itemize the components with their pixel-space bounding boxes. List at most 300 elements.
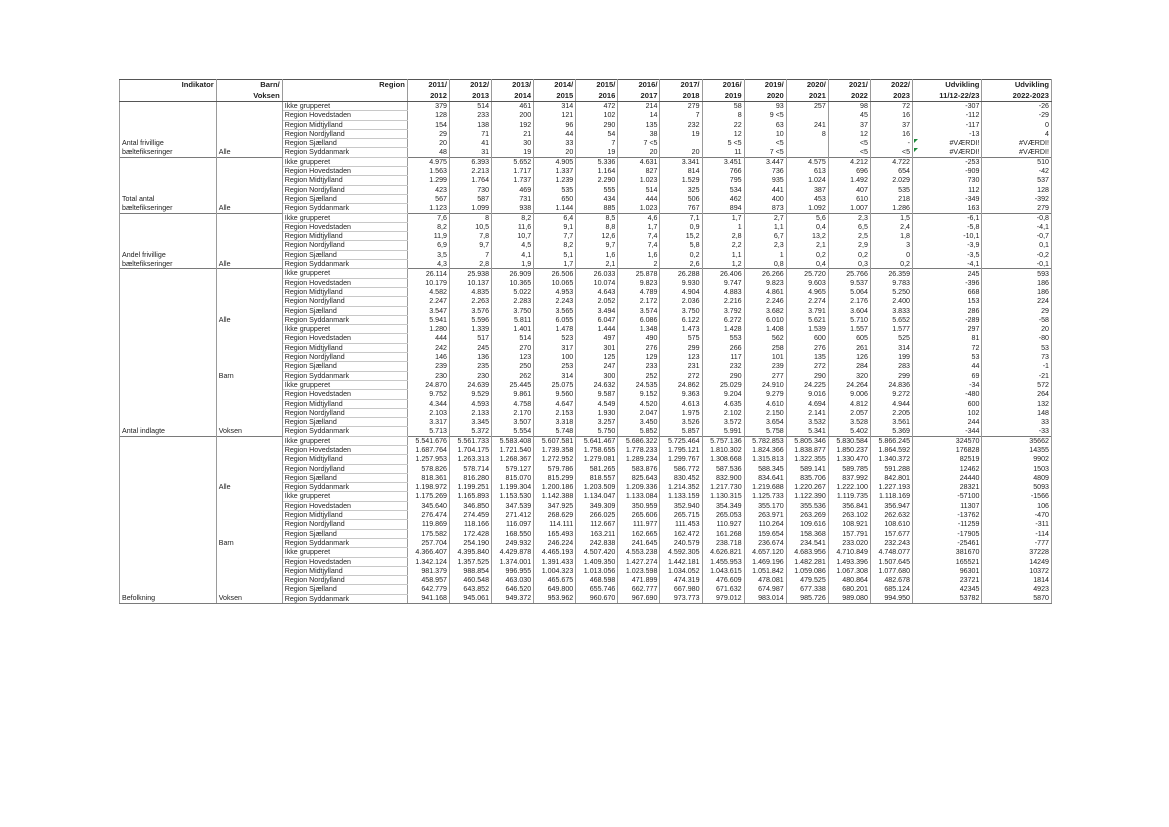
value-cell: 5.713 (407, 427, 449, 436)
indicator-cell (120, 473, 217, 482)
value-cell: 1,7 (702, 213, 744, 222)
value-cell: 6.122 (660, 315, 702, 324)
value-cell: 2.150 (744, 408, 786, 417)
value-cell: 5.686.322 (618, 436, 660, 445)
value-cell: 1.289.234 (618, 455, 660, 464)
value-cell: 2.176 (828, 297, 870, 306)
indicator-cell (120, 380, 217, 389)
value-cell: 9.279 (744, 390, 786, 399)
value-cell: 1.315.813 (744, 455, 786, 464)
value-cell: 1.013.056 (576, 566, 618, 575)
value-cell: 29 (982, 306, 1052, 315)
region-cell: Region Syddanmark (282, 538, 407, 547)
value-cell: 4.657.120 (744, 548, 786, 557)
header-year-bottom: 2022-2023 (982, 91, 1052, 102)
value-cell: 349.309 (576, 501, 618, 510)
value-cell: 186 (982, 287, 1052, 296)
value-cell: 3.561 (870, 418, 912, 427)
value-cell: 5.725.464 (660, 436, 702, 445)
group-cell (216, 576, 282, 585)
value-cell: 230 (407, 371, 449, 380)
value-cell: 1.007 (828, 204, 870, 213)
value-cell: 730 (913, 176, 982, 185)
value-cell: 2 (618, 260, 660, 269)
value-cell: 2.036 (660, 297, 702, 306)
value-cell: 1.975 (660, 408, 702, 417)
value-cell: 9.823 (744, 278, 786, 287)
value-cell: 3.750 (660, 306, 702, 315)
value-cell: 5.782.853 (744, 436, 786, 445)
value-cell: 241.645 (618, 538, 660, 547)
value-cell: 9.560 (534, 390, 576, 399)
value-cell: 1.130.315 (702, 492, 744, 501)
region-cell: Ikke grupperet (282, 157, 407, 166)
value-cell: 14249 (982, 557, 1052, 566)
region-cell: Region Nordjylland (282, 129, 407, 138)
value-cell: 128 (982, 185, 1052, 194)
value-cell: 299 (870, 371, 912, 380)
value-cell: 5.541.676 (407, 436, 449, 445)
region-cell: Ikke grupperet (282, 436, 407, 445)
value-cell: 21 (492, 129, 534, 138)
value-cell: 25.938 (449, 269, 491, 278)
value-cell: 4.465.193 (534, 548, 576, 557)
value-cell: 1.134.047 (576, 492, 618, 501)
value-cell: 1.339 (449, 325, 491, 334)
value-cell: 1.222.100 (828, 483, 870, 492)
table-row (120, 585, 1052, 594)
value-cell: 26.114 (407, 269, 449, 278)
value-cell: 941.168 (407, 594, 449, 603)
value-cell: 157.791 (828, 529, 870, 538)
value-cell: 894 (702, 204, 744, 213)
value-cell: 2.102 (702, 408, 744, 417)
value-cell: 112.667 (576, 520, 618, 529)
indicator-cell (120, 343, 217, 352)
region-cell: Region Syddanmark (282, 594, 407, 603)
value-cell: 81 (913, 334, 982, 343)
value-cell: 249.932 (492, 538, 534, 547)
value-cell: 973.773 (660, 594, 702, 603)
value-cell: -5,8 (913, 222, 982, 231)
value-cell: 535 (870, 185, 912, 194)
indicator-cell (120, 111, 217, 120)
group-cell (216, 139, 282, 148)
value-cell: 5.652 (870, 315, 912, 324)
value-cell: 7 <5 (744, 148, 786, 157)
value-cell: 242 (407, 343, 449, 352)
value-cell: 159.654 (744, 529, 786, 538)
value-cell: 1.122.390 (786, 492, 828, 501)
value-cell: 555 (576, 185, 618, 194)
value-cell: 3.528 (828, 418, 870, 427)
value-cell: 136 (449, 353, 491, 362)
value-cell: -10,1 (913, 232, 982, 241)
value-cell: 4,3 (407, 260, 449, 269)
value-cell: 766 (702, 167, 744, 176)
value-cell: 245 (913, 269, 982, 278)
value-cell: 98 (828, 102, 870, 111)
value-cell: -112 (913, 111, 982, 120)
value-cell: 478.081 (744, 576, 786, 585)
value-cell: 111.453 (660, 520, 702, 529)
header-year-bottom: 11/12-22/23 (913, 91, 982, 102)
value-cell: 1.401 (492, 325, 534, 334)
value-cell: 1.482.281 (786, 557, 828, 566)
table-row (120, 297, 1052, 306)
value-cell: 400 (744, 194, 786, 203)
value-cell: -349 (913, 194, 982, 203)
value-cell: 9.752 (407, 390, 449, 399)
value-cell: 1.507.645 (870, 557, 912, 566)
value-cell: 1,1 (744, 222, 786, 231)
value-cell: 7 <5 (618, 139, 660, 148)
indicator-cell (120, 315, 217, 324)
indicator-cell (120, 445, 217, 454)
value-cell: 4.758 (492, 399, 534, 408)
indicator-cell (120, 129, 217, 138)
value-cell: 37 (828, 120, 870, 129)
value-cell: 12462 (913, 464, 982, 473)
value-cell: 257 (786, 102, 828, 111)
value-cell: 246.224 (534, 538, 576, 547)
value-cell: 20 (534, 148, 576, 157)
header-year-bottom: 2019 (702, 91, 744, 102)
value-cell: 165.493 (534, 529, 576, 538)
table-row (120, 260, 1052, 269)
value-cell: - (870, 139, 912, 148)
value-cell: 2.290 (576, 176, 618, 185)
value-cell: 0,8 (744, 260, 786, 269)
value-cell: 0,2 (828, 250, 870, 259)
value-cell: 1.272.952 (534, 455, 576, 464)
group-cell (216, 185, 282, 194)
region-cell: Region Nordjylland (282, 297, 407, 306)
value-cell: 4.613 (660, 399, 702, 408)
table-row (120, 418, 1052, 427)
indicator-cell (120, 297, 217, 306)
value-cell: 0,4 (786, 222, 828, 231)
value-cell: 3.257 (576, 418, 618, 427)
value-cell: 662.777 (618, 585, 660, 594)
value-cell: 514 (492, 334, 534, 343)
value-cell: 677.338 (786, 585, 828, 594)
value-cell: 1.342.124 (407, 557, 449, 566)
value-cell: #VÆRDI! (982, 148, 1052, 157)
value-cell: 12,6 (576, 232, 618, 241)
value-cell: 54 (576, 129, 618, 138)
value-cell: 5 <5 (702, 139, 744, 148)
value-cell: 1.200.186 (534, 483, 576, 492)
value-cell: 261 (828, 343, 870, 352)
value-cell: 4.748.077 (870, 548, 912, 557)
value-cell: 5.852 (618, 427, 660, 436)
value-cell: 5.866.245 (870, 436, 912, 445)
indicator-cell (120, 576, 217, 585)
header-year-top: 2011/ (407, 80, 449, 91)
value-cell: 268.629 (534, 511, 576, 520)
value-cell: 1.142.388 (534, 492, 576, 501)
value-cell: 5.757.136 (702, 436, 744, 445)
value-cell: 4.344 (407, 399, 449, 408)
value-cell: 172.428 (449, 529, 491, 538)
region-cell: Region Sjælland (282, 418, 407, 427)
header-indicator-blank (120, 91, 217, 102)
value-cell: 325 (660, 185, 702, 194)
group-cell (216, 566, 282, 575)
value-cell: 842.801 (870, 473, 912, 482)
header-year-top: 2022/ (870, 80, 912, 91)
region-cell: Region Hovedstaden (282, 334, 407, 343)
value-cell: 24.632 (576, 380, 618, 389)
indicator-cell (120, 492, 217, 501)
region-cell: Region Sjælland (282, 306, 407, 315)
table-row (120, 278, 1052, 287)
value-cell: -17905 (913, 529, 982, 538)
value-cell: 272 (786, 362, 828, 371)
table-row (120, 399, 1052, 408)
value-cell: 1.220.267 (786, 483, 828, 492)
value-cell: 8 (702, 111, 744, 120)
header-region-blank (282, 91, 407, 102)
value-cell: 4,6 (618, 213, 660, 222)
indicator-cell (120, 566, 217, 575)
value-cell: 10.074 (576, 278, 618, 287)
table-row (120, 427, 1052, 436)
table-row (120, 529, 1052, 538)
value-cell: 514 (618, 185, 660, 194)
table-row (120, 315, 1052, 324)
value-cell: 4.647 (534, 399, 576, 408)
region-cell: Ikke grupperet (282, 102, 407, 111)
value-cell: 24.870 (407, 380, 449, 389)
value-cell: 299 (660, 343, 702, 352)
table-row (120, 511, 1052, 520)
value-cell: #VÆRDI! (913, 139, 982, 148)
value-cell: 474.319 (660, 576, 702, 585)
value-cell: 1.153.530 (492, 492, 534, 501)
table-row (120, 408, 1052, 417)
value-cell: 4.549 (576, 399, 618, 408)
value-cell: -57100 (913, 492, 982, 501)
value-cell: 730 (449, 185, 491, 194)
table-row (120, 120, 1052, 129)
value-cell: 157.677 (870, 529, 912, 538)
value-cell: 2.246 (744, 297, 786, 306)
value-cell: 1.280 (407, 325, 449, 334)
group-cell (216, 380, 282, 389)
group-cell (216, 102, 282, 111)
value-cell: 1,2 (702, 260, 744, 269)
indicator-cell: Total antal (120, 194, 217, 203)
value-cell: 8 (786, 129, 828, 138)
indicator-cell (120, 325, 217, 334)
value-cell: 0 (870, 250, 912, 259)
table-row (120, 445, 1052, 454)
table-row (120, 353, 1052, 362)
value-cell: 26.506 (534, 269, 576, 278)
value-cell: 354.349 (702, 501, 744, 510)
value-cell: 317 (534, 343, 576, 352)
value-cell: 263.102 (828, 511, 870, 520)
value-cell: 3.547 (407, 306, 449, 315)
value-cell: 583.876 (618, 464, 660, 473)
value-cell: 2,1 (786, 241, 828, 250)
value-cell: 2.216 (702, 297, 744, 306)
value-cell: 12 (828, 129, 870, 138)
value-cell: 4.582 (407, 287, 449, 296)
value-cell: 1.473 (660, 325, 702, 334)
value-cell: 23721 (913, 576, 982, 585)
indicator-cell (120, 157, 217, 166)
value-cell: 44 (534, 129, 576, 138)
value-cell: 33 (534, 139, 576, 148)
value-cell: 102 (576, 111, 618, 120)
value-cell: 112 (913, 185, 982, 194)
header-year-bottom: 2013 (449, 91, 491, 102)
region-cell: Region Sjælland (282, 585, 407, 594)
indicator-cell (120, 557, 217, 566)
value-cell: -11259 (913, 520, 982, 529)
value-cell: 2.243 (534, 297, 576, 306)
table-row (120, 548, 1052, 557)
value-cell: 1.824.366 (744, 445, 786, 454)
value-cell: 10.137 (449, 278, 491, 287)
value-cell: 8 (449, 213, 491, 222)
value-cell: 510 (982, 157, 1052, 166)
value-cell: 1.737 (492, 176, 534, 185)
value-cell: -470 (982, 511, 1052, 520)
value-cell: 6.086 (618, 315, 660, 324)
value-cell: 1.322.355 (786, 455, 828, 464)
region-cell: Region Hovedstaden (282, 111, 407, 120)
indicator-cell (120, 353, 217, 362)
value-cell: 5.710 (828, 315, 870, 324)
value-cell: 1.133.159 (660, 492, 702, 501)
value-cell: 2,8 (702, 232, 744, 241)
value-cell: 553 (702, 334, 744, 343)
value-cell: 350.959 (618, 501, 660, 510)
value-cell: 5.811 (492, 315, 534, 324)
value-cell: 1.023 (618, 176, 660, 185)
value-cell: 1.198.972 (407, 483, 449, 492)
value-cell: 31 (449, 148, 491, 157)
value-cell: -909 (913, 167, 982, 176)
value-cell: 5.561.733 (449, 436, 491, 445)
value-cell: 314 (534, 371, 576, 380)
value-cell: 6.047 (576, 315, 618, 324)
value-cell: 650 (534, 194, 576, 203)
value-cell: 279 (982, 204, 1052, 213)
value-cell: -114 (982, 529, 1052, 538)
value-cell: 7 (576, 139, 618, 148)
value-cell: -307 (913, 102, 982, 111)
value-cell: 232 (702, 362, 744, 371)
value-cell: 4,5 (492, 241, 534, 250)
value-cell: 468.598 (576, 576, 618, 585)
value-cell: 146 (407, 353, 449, 362)
value-cell: 1.209.336 (618, 483, 660, 492)
region-cell: Region Syddanmark (282, 148, 407, 157)
value-cell: 816.280 (449, 473, 491, 482)
value-cell: 1.492 (828, 176, 870, 185)
value-cell: 25.029 (702, 380, 744, 389)
value-cell: 10.365 (492, 278, 534, 287)
value-cell: 685.124 (870, 585, 912, 594)
value-cell: 5.583.408 (492, 436, 534, 445)
value-cell: 347.925 (534, 501, 576, 510)
indicator-cell (120, 418, 217, 427)
value-cell: 5.341 (786, 427, 828, 436)
value-cell: 33 (982, 418, 1052, 427)
indicator-cell (120, 287, 217, 296)
value-cell: 1.704.175 (449, 445, 491, 454)
region-cell: Region Hovedstaden (282, 390, 407, 399)
value-cell: 25.766 (828, 269, 870, 278)
value-cell: 125 (576, 353, 618, 362)
value-cell: 233 (618, 362, 660, 371)
value-cell: 232.243 (870, 538, 912, 547)
value-cell: 1.279.081 (576, 455, 618, 464)
value-cell: 2.213 (449, 167, 491, 176)
value-cell: 1.687.764 (407, 445, 449, 454)
value-cell: 562 (744, 334, 786, 343)
indicator-cell (120, 511, 217, 520)
value-cell: 6.272 (702, 315, 744, 324)
value-cell: 114.111 (534, 520, 576, 529)
value-cell: 3.317 (407, 418, 449, 427)
value-cell: 4.212 (828, 157, 870, 166)
value-cell: 1.286 (870, 204, 912, 213)
value-cell: 588.345 (744, 464, 786, 473)
value-cell: 649.800 (534, 585, 576, 594)
region-cell: Region Hovedstaden (282, 167, 407, 176)
value-cell: 6,4 (534, 213, 576, 222)
indicator-cell (120, 269, 217, 278)
value-cell: -33 (982, 427, 1052, 436)
value-cell: 5.369 (870, 427, 912, 436)
value-cell: 25.445 (492, 380, 534, 389)
value-cell: 1.340.372 (870, 455, 912, 464)
value-cell: 24.836 (870, 380, 912, 389)
region-cell: Region Hovedstaden (282, 445, 407, 454)
table-row (120, 111, 1052, 120)
table-row (120, 167, 1052, 176)
value-cell: 3.341 (660, 157, 702, 166)
value-cell: 535 (534, 185, 576, 194)
value-cell: 1,7 (534, 260, 576, 269)
region-cell: Region Midtjylland (282, 511, 407, 520)
group-cell (216, 492, 282, 501)
group-cell (216, 250, 282, 259)
value-cell: 1,5 (870, 213, 912, 222)
value-cell: 4.520 (618, 399, 660, 408)
value-cell: 5.621 (786, 315, 828, 324)
value-cell: 938 (492, 204, 534, 213)
indicator-cell (120, 436, 217, 445)
table-row (120, 371, 1052, 380)
value-cell: 26.909 (492, 269, 534, 278)
value-cell: 277 (744, 371, 786, 380)
value-cell: 262 (492, 371, 534, 380)
value-cell: 9,7 (576, 241, 618, 250)
value-cell: 0,2 (786, 250, 828, 259)
group-cell (216, 241, 282, 250)
value-cell: 479.525 (786, 576, 828, 585)
group-cell (216, 548, 282, 557)
value-cell: 981.379 (407, 566, 449, 575)
value-cell: 1.059.086 (786, 566, 828, 575)
